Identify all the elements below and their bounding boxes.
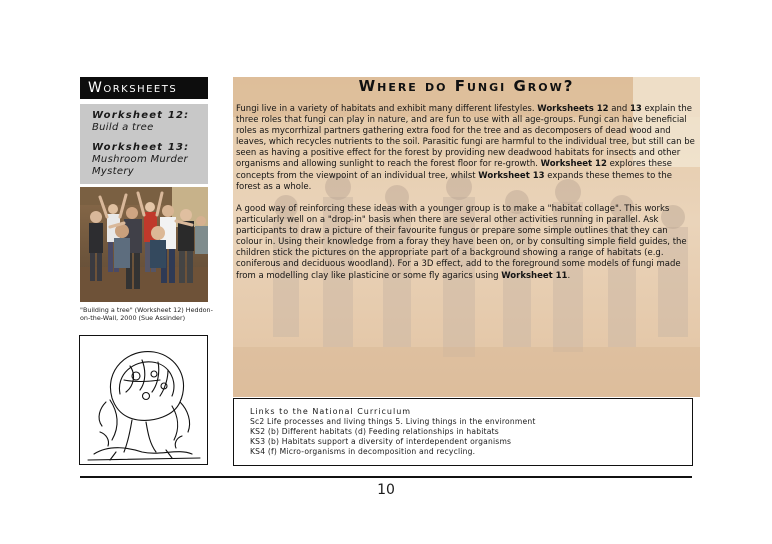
worksheet-13-subtitle-line1: Mushroom Murder [92,154,188,165]
worksheets-heading: Worksheets [80,77,208,99]
paragraph-text: and [608,104,630,114]
photo-caption: "Building a tree" (Worksheet 12) Heddon-on-the-Wall, 2000 (Sue Assinder) [80,306,213,323]
paragraph-text: explores these concepts from the viewpoint of an individual tree, whilst [236,159,672,181]
mushroom-sketch-frame [79,335,208,465]
collage-paragraph [236,204,696,282]
worksheet-12-title: Worksheet 12: [92,110,190,121]
paragraph-text: expands these themes to the forest as a whole. [236,170,672,192]
worksheet-reference: Worksheet 12 [540,159,607,170]
mushroom-sketch-illustration [80,336,206,463]
building-a-tree-photo [80,187,208,302]
footer-divider [80,476,692,478]
paragraph-text: A good way of reinforcing these ideas with a younger group is to make a "habitat collage". This works particularly well on a "drop-in" basis when there are several other activities running in parallel. Ask participants to draw a picture of their favourite fungus or prepare some simple outlines that they can colour in. Using their knowledge from a foray they have been on, or by consulting simple field guides, the children stick the pictures on the appropriate part of a background showing a range of habitats (e.g. coniferous and deciduous woodland). For a 3D effect, add to the foreground some models of fungi made from a modelling clay like plasticine or some fly agarics using [236,204,687,281]
curriculum-line: KS2 (b) Different habitats (d) Feeding relationships in habitats [250,427,499,436]
worksheet-reference: Worksheet 13 [478,170,545,181]
page-title: Where do Fungi Grow? [358,77,575,95]
worksheet-reference: Worksheets 12 [537,104,609,114]
curriculum-line: Sc2 Life processes and living things 5. Living things in the environment [250,417,536,426]
worksheet-13-title: Worksheet 13: [92,142,190,153]
curriculum-line: KS3 (b) Habitats support a diversity of interdependent organisms [250,437,512,446]
worksheets-list [80,104,208,184]
worksheet-13-subtitle-line2: Mystery [92,166,134,177]
intro-paragraph [236,104,696,193]
paragraph-text: . [567,270,571,281]
paragraph-text: Fungi live in a variety of habitats and exhibit many different lifestyles. [236,104,538,114]
curriculum-line: KS4 (f) Micro-organisms in decomposition and recycling. [250,447,476,456]
curriculum-links-box [233,398,693,466]
worksheet-reference: Worksheet 11 [501,270,568,281]
page-number: 10 [377,482,395,498]
curriculum-title: Links to the National Curriculum [250,407,412,416]
paragraph-text: explain the three roles that fungi can play in nature, and are fun to use with all age-groups. Fungi can have beneficial roles as mycorrhizal partners gathering extra food for the tree and as decomposers of dead wood and leaves, which recycles nutrients to the soil. Parasitic fungi are harmful to the individual tree, but still can be seen as having a positive effect for the forest by providing new deadwood habitats for insects and other organisms and allowing sunlight to reach the forest floor for re-growth. [236,104,695,170]
worksheet-12-subtitle: Build a tree [92,122,154,133]
worksheet-reference: 13 [629,104,642,114]
